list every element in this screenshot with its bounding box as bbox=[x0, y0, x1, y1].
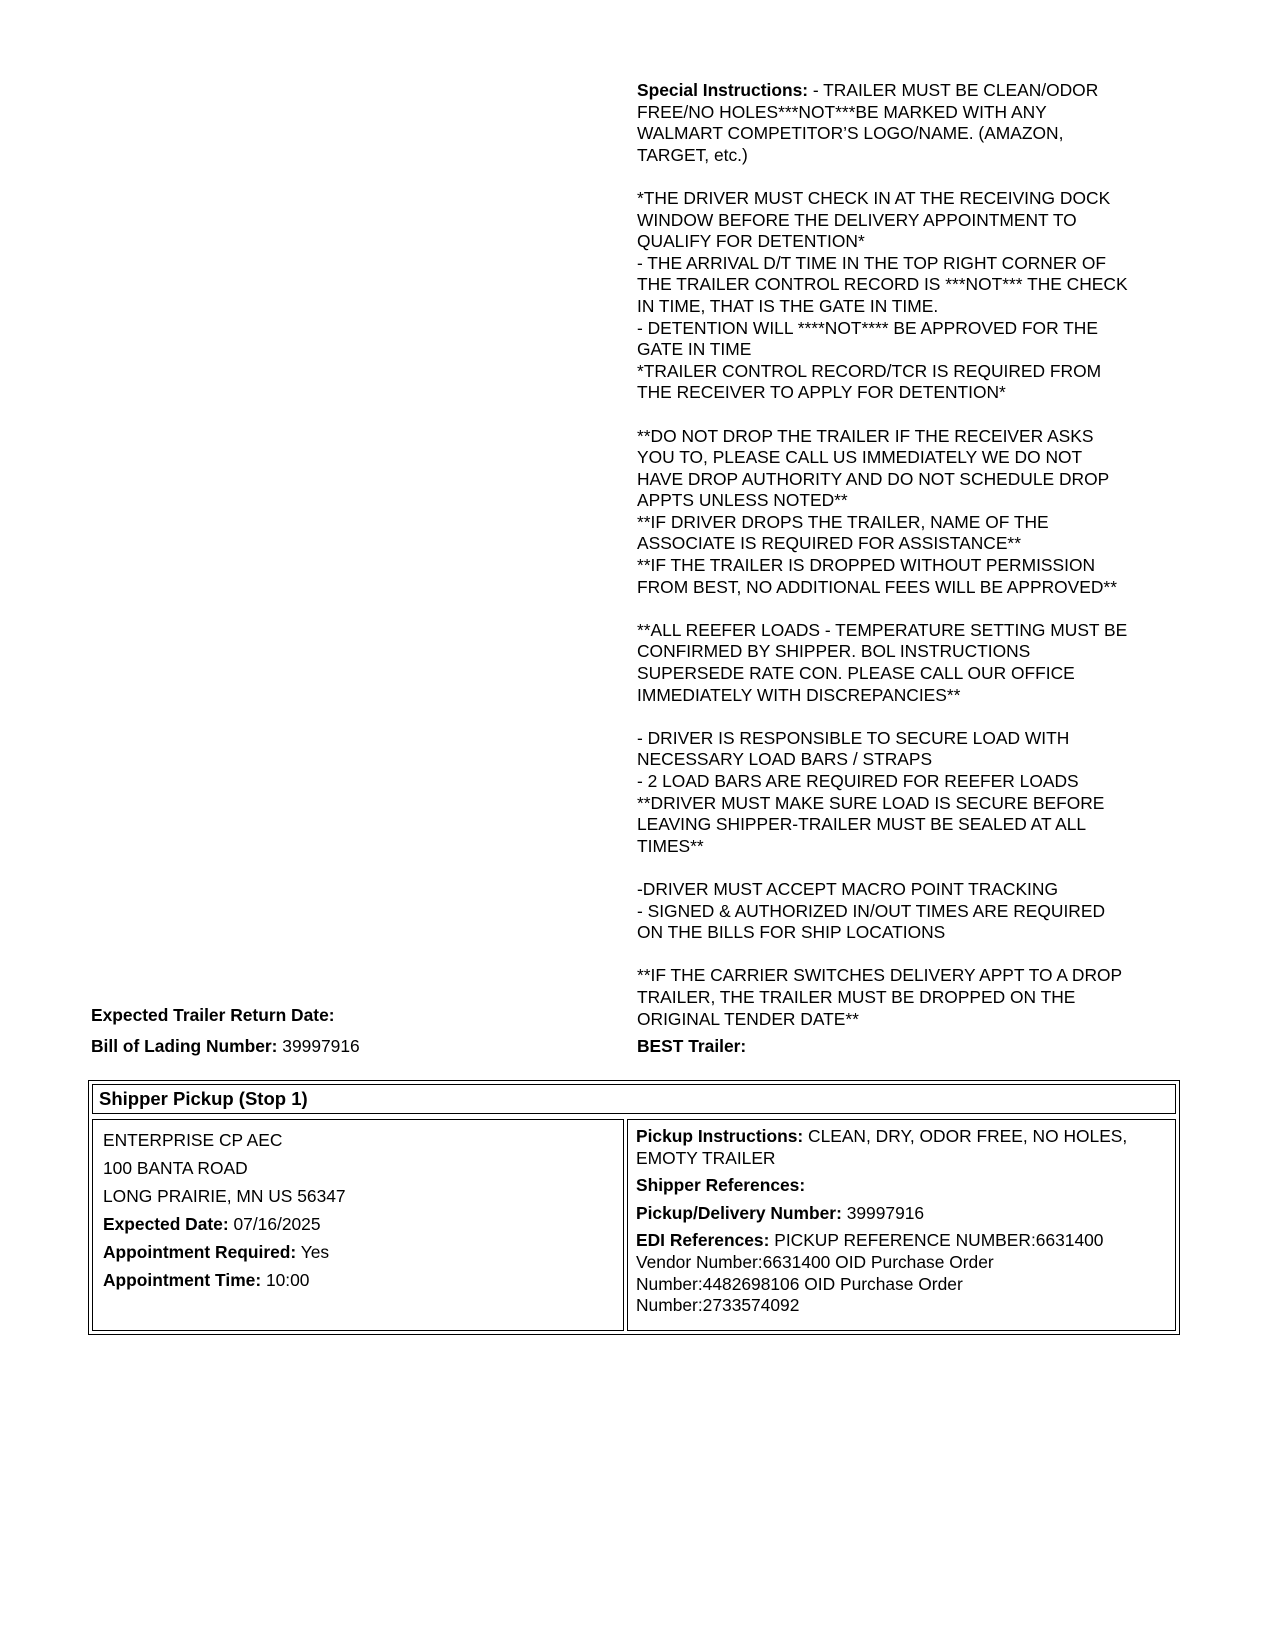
appointment-required-value: Yes bbox=[296, 1242, 330, 1262]
si-text: FREE/NO HOLES***NOT***BE MARKED WITH ANY bbox=[637, 101, 1047, 122]
si-text: - DRIVER IS RESPONSIBLE TO SECURE LOAD WITH bbox=[637, 727, 1070, 748]
si-text: -DRIVER MUST ACCEPT MACRO POINT TRACKING bbox=[637, 878, 1058, 899]
shipper-address-line1: 100 BANTA ROAD bbox=[103, 1158, 248, 1178]
shipper-name: ENTERPRISE CP AEC bbox=[103, 1130, 283, 1150]
bill-of-lading-label: Bill of Lading Number: bbox=[91, 1036, 278, 1056]
appointment-required bbox=[103, 1238, 613, 1266]
si-text: **IF THE TRAILER IS DROPPED WITHOUT PERMISSION bbox=[637, 555, 1096, 576]
si-text: WINDOW BEFORE THE DELIVERY APPOINTMENT TO bbox=[637, 209, 1077, 230]
si-paragraph-7 bbox=[637, 965, 1177, 1030]
pickup-delivery-number bbox=[636, 1203, 1167, 1225]
si-text: TIMES** bbox=[637, 835, 704, 856]
si-text: - 2 LOAD BARS ARE REQUIRED FOR REEFER LOADS bbox=[637, 771, 1079, 791]
si-text: *THE DRIVER MUST CHECK IN AT THE RECEIVING DOCK bbox=[637, 187, 1111, 208]
si-text: CONFIRMED BY SHIPPER. BOL INSTRUCTIONS bbox=[637, 641, 1031, 662]
si-text: ORIGINAL TENDER DATE** bbox=[637, 1008, 859, 1029]
si-text: SUPERSEDE RATE CON. PLEASE CALL OUR OFFICE bbox=[637, 663, 1075, 684]
best-trailer-label: BEST Trailer: bbox=[637, 1036, 747, 1056]
si-text: NECESSARY LOAD BARS / STRAPS bbox=[637, 749, 933, 770]
stop-location-cell bbox=[92, 1119, 624, 1331]
si-paragraph-5 bbox=[637, 728, 1177, 858]
pickup-instructions-text: CLEAN, DRY, ODOR FREE, NO HOLES, bbox=[803, 1126, 1128, 1146]
edi-references bbox=[636, 1230, 1167, 1316]
bill-of-lading bbox=[91, 1036, 360, 1058]
expected-trailer-return-label: Expected Trailer Return Date: bbox=[91, 1005, 335, 1025]
si-text: FROM BEST, NO ADDITIONAL FEES WILL BE APPROVED** bbox=[637, 576, 1117, 597]
si-paragraph-3 bbox=[637, 426, 1177, 599]
expected-date-label: Expected Date: bbox=[103, 1214, 229, 1234]
si-text: **IF THE CARRIER SWITCHES DELIVERY APPT TO A DROP bbox=[637, 965, 1123, 986]
expected-date-value: 07/16/2025 bbox=[228, 1214, 321, 1234]
si-paragraph-2 bbox=[637, 188, 1177, 404]
expected-trailer-return bbox=[91, 1005, 335, 1027]
pickup-delivery-label: Pickup/Delivery Number: bbox=[636, 1202, 842, 1223]
pickup-instructions-text: EMOTY TRAILER bbox=[636, 1147, 776, 1168]
si-text: TRAILER, THE TRAILER MUST BE DROPPED ON THE bbox=[637, 986, 1076, 1007]
si-text: - DETENTION WILL ****NOT**** BE APPROVED FOR THE bbox=[637, 317, 1098, 338]
si-text: QUALIFY FOR DETENTION* bbox=[637, 231, 865, 252]
si-text: WALMART COMPETITOR’S LOGO/NAME. (AMAZON, bbox=[637, 123, 1064, 144]
si-text: THE TRAILER CONTROL RECORD IS ***NOT*** THE CHECK bbox=[637, 274, 1128, 295]
appointment-time-value: 10:00 bbox=[261, 1270, 310, 1290]
si-text: IN TIME, THAT IS THE GATE IN TIME. bbox=[637, 295, 939, 316]
pickup-instructions bbox=[636, 1126, 1167, 1169]
si-text: - THE ARRIVAL D/T TIME IN THE TOP RIGHT CORNER OF bbox=[637, 252, 1106, 273]
si-text: **DO NOT DROP THE TRAILER IF THE RECEIVER ASKS bbox=[637, 425, 1094, 446]
edi-references-label: EDI References: bbox=[636, 1230, 770, 1251]
expected-date bbox=[103, 1210, 613, 1238]
si-text: TARGET, etc.) bbox=[637, 144, 748, 165]
pickup-delivery-value: 39997916 bbox=[841, 1202, 925, 1223]
stop-details-cell bbox=[627, 1119, 1176, 1331]
edi-references-text: Number:4482698106 OID Purchase Order bbox=[636, 1273, 963, 1294]
appointment-required-label: Appointment Required: bbox=[103, 1242, 297, 1262]
special-instructions bbox=[637, 80, 1177, 1030]
si-text: **ALL REEFER LOADS - TEMPERATURE SETTING MUST BE bbox=[637, 619, 1128, 640]
si-paragraph-6 bbox=[637, 879, 1177, 944]
si-text: ASSOCIATE IS REQUIRED FOR ASSISTANCE** bbox=[637, 533, 1021, 554]
edi-references-text: Number:2733574092 bbox=[636, 1295, 800, 1316]
si-text: - SIGNED & AUTHORIZED IN/OUT TIMES ARE REQUIRED bbox=[637, 900, 1106, 921]
si-text: GATE IN TIME bbox=[637, 339, 752, 360]
appointment-time bbox=[103, 1266, 613, 1294]
si-text: YOU TO, PLEASE CALL US IMMEDIATELY WE DO NOT bbox=[637, 447, 1083, 468]
si-text: HAVE DROP AUTHORITY AND DO NOT SCHEDULE DROP bbox=[637, 468, 1110, 489]
si-text: THE RECEIVER TO APPLY FOR DETENTION* bbox=[637, 382, 1006, 403]
stop-table bbox=[88, 1080, 1180, 1335]
edi-references-text: Vendor Number:6631400 OID Purchase Order bbox=[636, 1251, 994, 1272]
stop-header: Shipper Pickup (Stop 1) bbox=[92, 1084, 1176, 1114]
shipper-references-label: Shipper References: bbox=[636, 1175, 806, 1196]
si-text: ON THE BILLS FOR SHIP LOCATIONS bbox=[637, 922, 946, 943]
si-paragraph-4 bbox=[637, 620, 1177, 706]
shipper-address-line2: LONG PRAIRIE, MN US 56347 bbox=[103, 1186, 346, 1206]
best-trailer bbox=[637, 1036, 746, 1058]
bill-of-lading-value: 39997916 bbox=[277, 1036, 360, 1056]
si-text: **IF DRIVER DROPS THE TRAILER, NAME OF THE bbox=[637, 511, 1049, 532]
si-paragraph-1 bbox=[637, 80, 1177, 166]
shipper-references bbox=[636, 1175, 1167, 1197]
pickup-instructions-label: Pickup Instructions: bbox=[636, 1126, 804, 1146]
si-text: **DRIVER MUST MAKE SURE LOAD IS SECURE BEFORE bbox=[637, 792, 1105, 813]
special-instructions-label: Special Instructions: bbox=[637, 80, 809, 100]
appointment-time-label: Appointment Time: bbox=[103, 1270, 262, 1290]
si-text: - TRAILER MUST BE CLEAN/ODOR bbox=[808, 80, 1099, 100]
si-text: IMMEDIATELY WITH DISCREPANCIES** bbox=[637, 684, 961, 705]
edi-references-text: PICKUP REFERENCE NUMBER:6631400 bbox=[769, 1230, 1104, 1251]
si-text: APPTS UNLESS NOTED** bbox=[637, 490, 848, 511]
si-text: LEAVING SHIPPER-TRAILER MUST BE SEALED AT ALL bbox=[637, 814, 1087, 835]
si-text: *TRAILER CONTROL RECORD/TCR IS REQUIRED FROM bbox=[637, 360, 1102, 381]
